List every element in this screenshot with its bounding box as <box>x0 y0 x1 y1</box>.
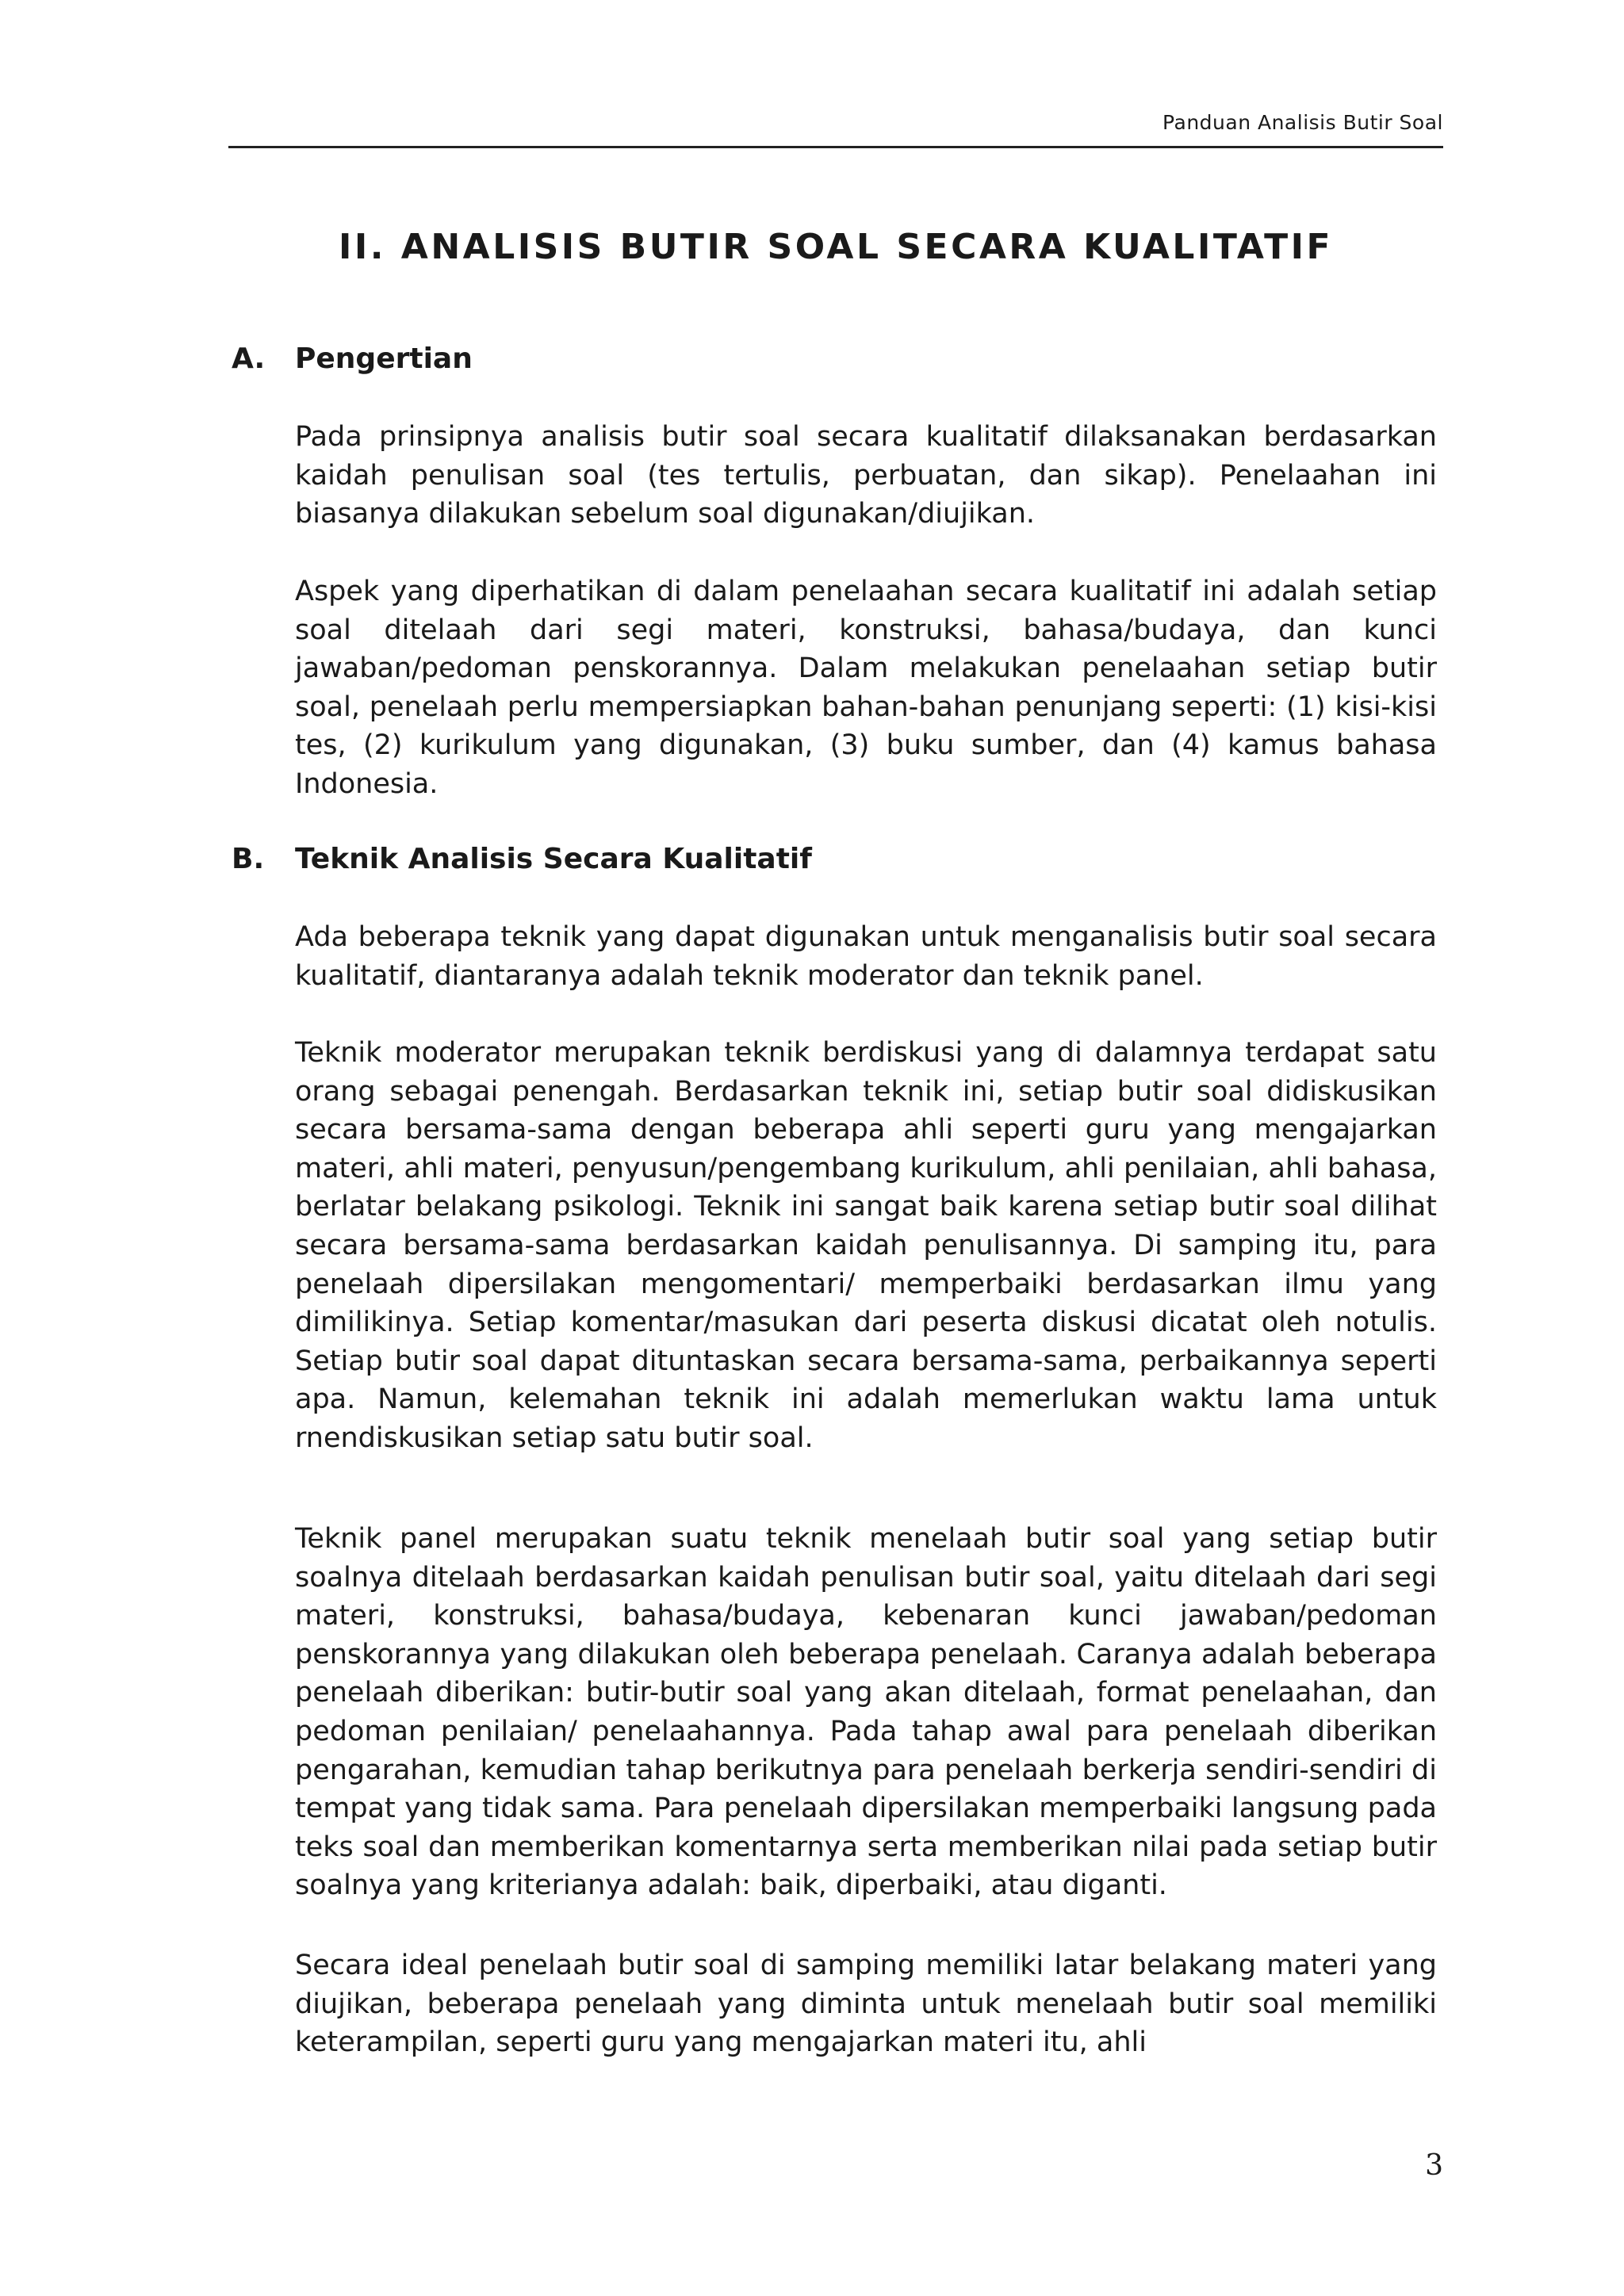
paragraph: Secara ideal penelaah butir soal di samping memiliki latar belakang materi yang diujikan, beberapa penelaah yang diminta untuk menelaah butir soal memiliki keterampilan, seperti guru yang mengajarkan materi itu, ahli <box>295 1950 1437 2059</box>
running-header: Panduan Analisis Butir Soal <box>1162 111 1443 134</box>
paragraph: Teknik panel merupakan suatu teknik menelaah butir soal yang setiap butir soalnya ditelaah berdasarkan kaidah penulisan butir soal, yaitu ditelaah dari segi materi, konstruksi, bahasa/budaya, kebenaran kunci jawaban/pedoman penskorannya yang dilakukan oleh beberapa penelaah. Caranya adalah beberapa penelaah diberikan: butir-butir soal yang akan ditelaah, format penelaahan, dan pedoman penilaian/ penelaahannya. Pada tahap awal para penelaah diberikan pengarahan, kemudian tahap berikutnya para penelaah berkerja sendiri-sendiri di tempat yang tidak sama. Para penelaah dipersilakan memperbaiki langsung pada teks soal dan memberikan komentarnya serta memberikan nilai pada setiap butir soalnya yang kriterianya adalah: baik, diperbaiki, atau diganti. <box>295 1523 1437 1902</box>
section-letter: B. <box>232 843 265 875</box>
chapter-title: II. ANALISIS BUTIR SOAL SECARA KUALITATIF <box>338 227 1334 267</box>
header-rule <box>228 146 1443 148</box>
page-number: 3 <box>1425 2149 1443 2182</box>
paragraph: Pada prinsipnya analisis butir soal secara kualitatif dilaksanakan berdasarkan kaidah penulisan soal (tes tertulis, perbuatan, dan sikap). Penelaahan ini biasanya dilakukan sebelum soal digunakan/diujikan. <box>295 421 1437 530</box>
section-letter: A. <box>232 342 266 375</box>
section-heading-b <box>232 843 812 875</box>
section-heading-a <box>232 342 473 375</box>
section-title: Pengertian <box>295 342 473 375</box>
paragraph: Teknik moderator merupakan teknik berdiskusi yang di dalamnya terdapat satu orang sebagai penengah. Berdasarkan teknik ini, setiap butir soal didiskusikan secara bersama-sama dengan beberapa ahli seperti guru yang mengajarkan materi, ahli materi, penyusun/pengembang kurikulum, ahli penilaian, ahli bahasa, berlatar belakang psikologi. Teknik ini sangat baik karena setiap butir soal dilihat secara bersama-sama berdasarkan kaidah penulisannya. Di samping itu, para penelaah dipersilakan mengomentari/ memperbaiki berdasarkan ilmu yang dimilikinya. Setiap komentar/masukan dari peserta diskusi dicatat oleh notulis. Setiap butir soal dapat dituntaskan secara bersama-sama, perbaikannya seperti apa. Namun, kelemahan teknik ini adalah memerlukan waktu lama untuk rnendiskusikan setiap satu butir soal. <box>295 1037 1437 1454</box>
section-title: Teknik Analisis Secara Kualitatif <box>295 843 812 875</box>
paragraph: Ada beberapa teknik yang dapat digunakan untuk menganalisis butir soal secara kualitatif, diantaranya adalah teknik moderator dan teknik panel. <box>295 921 1437 992</box>
paragraph: Aspek yang diperhatikan di dalam penelaahan secara kualitatif ini adalah setiap soal ditelaah dari segi materi, konstruksi, bahasa/budaya, dan kunci jawaban/pedoman penskorannya. Dalam melakukan penelaahan setiap butir soal, penelaah perlu mempersiapkan bahan-bahan penunjang seperti: (1) kisi-kisi tes, (2) kurikulum yang digunakan, (3) buku sumber, dan (4) kamus bahasa Indonesia. <box>295 576 1437 800</box>
